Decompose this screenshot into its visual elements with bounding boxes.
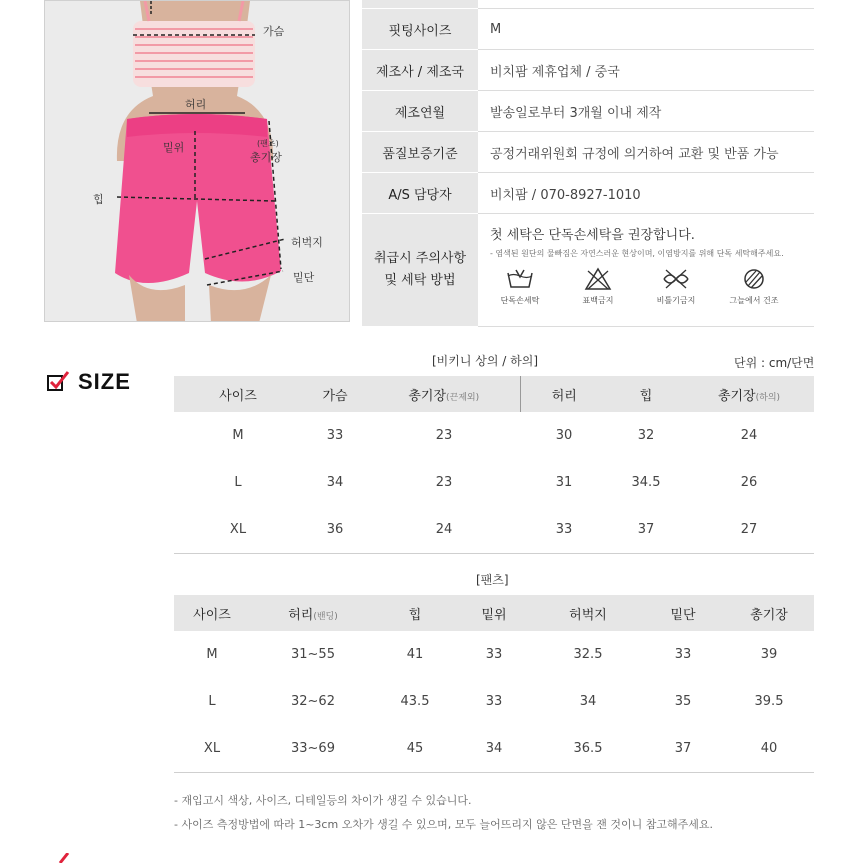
spec-key: 제조사 / 제조국 [362, 50, 478, 91]
table-row: M 33 23 30 32 24 [232, 428, 758, 443]
product-spec-table [362, 0, 814, 327]
col-header: 허벅지 [534, 595, 642, 631]
care-icon-label: 그늘에서 건조 [729, 296, 779, 305]
spec-row [362, 132, 814, 173]
spec-key: A/S 담당자 [362, 173, 478, 214]
product-photo [44, 0, 350, 322]
care-key-line2: 및 세탁 방법 [384, 273, 456, 288]
col-header: 허리(밴딩) [250, 595, 376, 631]
spec-value: 비치팜 제휴업체 / 중국 [478, 50, 814, 91]
waist-label: 허리 [185, 98, 207, 111]
col-header: 밑단 [642, 595, 724, 631]
size-notes [174, 789, 713, 837]
spec-row [362, 9, 814, 50]
care-icon-label: 표백금지 [582, 296, 614, 305]
size-heading [46, 369, 131, 395]
col-header: 총기장(끈제외) [368, 376, 520, 412]
hand-wash-icon [505, 267, 535, 291]
care-key-line1: 취급시 주의사항 [373, 251, 467, 266]
col-header: 사이즈 [174, 595, 250, 631]
care-value [478, 214, 814, 327]
care-icons [490, 267, 814, 306]
bikini-caption: [비키니 상의 / 하의] [432, 354, 538, 368]
table-row: M 31~55 41 33 32.5 33 39 [206, 647, 778, 662]
hip-label: 힙 [93, 193, 104, 206]
pants-caption: [팬츠] [476, 573, 509, 587]
shade-dry-icon [739, 267, 769, 291]
hem-label: 밑단 [293, 271, 315, 284]
total-length-label: 총기장 [250, 151, 282, 164]
spec-row [362, 173, 814, 214]
table-row: L 34 23 31 34.5 26 [234, 475, 758, 490]
spec-row [362, 50, 814, 91]
unit-label: 단위 : cm/단면 [734, 356, 815, 370]
col-header: 힙 [376, 595, 454, 631]
col-header: 힙 [608, 376, 684, 412]
col-header: 총기장 [724, 595, 814, 631]
chest-label: 가슴 [263, 25, 285, 38]
mannequin-illustration [45, 1, 350, 322]
spec-value: 비치팜 / 070-8927-1010 [478, 173, 814, 214]
table-header-row [174, 376, 814, 412]
table-header-row [174, 595, 814, 631]
no-wring-icon [661, 267, 691, 291]
care-icon-item [648, 267, 704, 306]
col-header: 사이즈 [174, 376, 302, 412]
note-line: - 재입고시 색상, 사이즈, 디테일등의 차이가 생길 수 있습니다. [174, 794, 472, 807]
total-length-sub-label: (팬츠) [257, 139, 279, 148]
col-header: 총기장(하의) [684, 376, 814, 412]
no-bleach-icon [583, 267, 613, 291]
table-row: L 32~62 43.5 33 34 35 39.5 [208, 694, 784, 709]
care-icon-item [726, 267, 782, 306]
col-header: 허리 [520, 376, 608, 412]
spec-value: M [478, 9, 814, 50]
table-row: XL 33~69 45 34 36.5 37 40 [174, 725, 814, 773]
care-note-text: - 염색된 원단의 물빠짐은 자연스러운 현상이며, 이염방지를 위해 단독 세탁해주세요. [490, 249, 784, 258]
care-main-text: 첫 세탁은 단독손세탁을 권장합니다. [490, 228, 695, 243]
spec-row-care [362, 214, 814, 327]
spec-row [362, 91, 814, 132]
col-header: 밑위 [454, 595, 534, 631]
note-line: - 사이즈 측정방법에 따라 1~3cm 오차가 생길 수 있으며, 모두 늘어뜨리지 않은 단면을 잰 것이니 참고해주세요. [174, 818, 714, 831]
size-title: SIZE [78, 369, 131, 394]
col-header: 가슴 [302, 376, 368, 412]
bikini-size-table [174, 376, 814, 554]
care-icon-item [492, 267, 548, 306]
spec-key: 제조연월 [362, 91, 478, 132]
care-icon-item [570, 267, 626, 306]
check-icon [46, 370, 70, 394]
rise-label: 밑위 [163, 141, 185, 154]
table-row: XL 36 24 33 37 27 [174, 506, 814, 554]
pants-size-table [174, 595, 814, 773]
thigh-label: 허벅지 [291, 236, 323, 249]
care-icon-label: 단독손세탁 [500, 296, 540, 305]
spec-key: 핏팅사이즈 [362, 9, 478, 50]
spec-key: 품질보증기준 [362, 132, 478, 173]
care-icon-label: 비틀기금지 [656, 296, 696, 305]
spec-value: 공정거래위원회 규정에 의거하여 교환 및 반품 가능 [478, 132, 814, 173]
spec-value: 발송일로부터 3개월 이내 제작 [478, 91, 814, 132]
spec-key-care [362, 214, 478, 327]
